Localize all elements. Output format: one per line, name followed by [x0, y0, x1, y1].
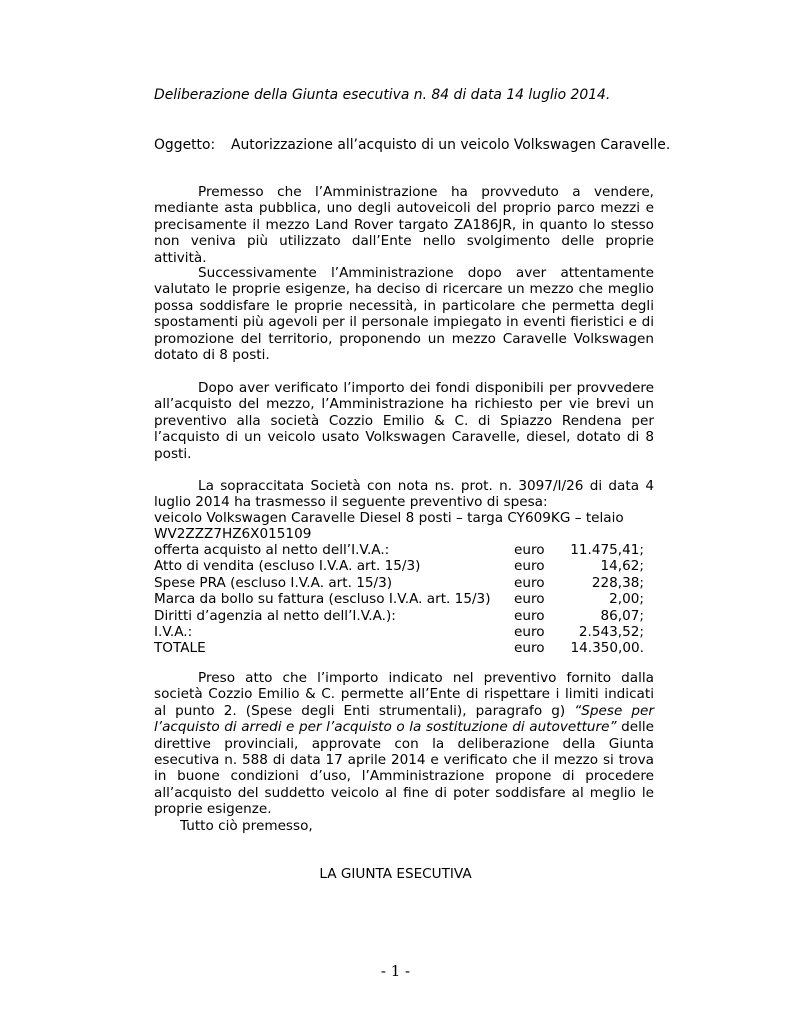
section-heading: LA GIUNTA ESECUTIVA — [319, 866, 472, 882]
cost-amount: 86,07; — [600, 607, 644, 624]
cost-amount: 2,00; — [609, 591, 644, 608]
cost-description: offerta acquisto al netto dell’I.V.A.: — [154, 542, 390, 558]
paragraph-premesso: Premesso che l’Amministrazione ha provveduto a vendere, mediante asta pubblica, uno degli autoveicoli del proprio parco mezzi e precisamente il mezzo Land Rover targato ZA186JR, in quanto lo stesso non veniva più utilizzato dall’Ente nello svolgimento delle proprie attività. — [154, 184, 654, 266]
cost-row — [154, 608, 654, 624]
cost-row — [154, 591, 654, 607]
cost-currency: euro — [514, 640, 545, 657]
paragraph-text: delle direttive provinciali, approvate con la deliberazione della Giunta esecutiva n. 588 di data 17 aprile 2014 e verificato che il mezzo si trova in buone condizioni d’uso, l’Amministrazione propone di procedere all’acquisto del suddetto veicolo al fine di poter soddisfare al meglio le proprie esigenze. — [154, 719, 654, 818]
cost-amount: 11.475,41; — [570, 542, 644, 558]
paragraph-successivamente: Successivamente l’Amministrazione dopo aver attentamente valutato le proprie esigenze, ha deciso di ricercare un mezzo che meglio possa soddisfare le proprie necessità, in particolare che permetta degli spostamenti più agevoli per il personale impiegato in eventi fieristici e di promozione del territorio, proponendo un mezzo Caravelle Volkswagen dotato di 8 posti. — [154, 265, 654, 364]
cost-row — [154, 542, 654, 558]
cost-amount: 228,38; — [591, 574, 644, 591]
cost-description: Diritti d’agenzia al netto dell’I.V.A.): — [154, 607, 396, 624]
cost-currency: euro — [514, 607, 545, 624]
cost-row — [154, 575, 654, 591]
cost-amount: 14.350,00. — [570, 640, 644, 657]
cost-currency: euro — [514, 558, 545, 575]
cost-currency: euro — [514, 623, 545, 640]
document-title: Deliberazione della Giunta esecutiva n. 84 di data 14 luglio 2014. — [154, 87, 611, 103]
cost-description: TOTALE — [154, 640, 206, 657]
cost-row — [154, 624, 654, 640]
cost-row-total — [154, 640, 654, 656]
paragraph-preso-atto — [154, 670, 654, 818]
page-number: - 1 - — [380, 962, 411, 980]
cost-description: I.V.A.: — [154, 623, 193, 640]
cost-currency: euro — [514, 574, 545, 591]
vehicle-description — [154, 510, 654, 543]
cost-currency: euro — [514, 591, 545, 608]
vehicle-chassis: WV2ZZZ7HZ6X015109 — [154, 526, 312, 543]
cost-table — [154, 542, 654, 657]
cost-row — [154, 558, 654, 574]
paragraph-sopraccitata: La sopraccitata Società con nota ns. prot. n. 3097/I/26 di data 4 luglio 2014 ha trasmesso il seguente preventivo di spesa: — [154, 478, 654, 511]
cost-description: Spese PRA (escluso I.V.A. art. 15/3) — [154, 574, 393, 591]
closing-line: Tutto ciò premesso, — [180, 818, 313, 834]
cost-amount: 14,62; — [600, 558, 644, 575]
cost-currency: euro — [514, 542, 545, 558]
subject-text: Autorizzazione all’acquisto di un veicolo Volkswagen Caravelle. — [231, 137, 671, 153]
cost-description: Marca da bollo su fattura (escluso I.V.A. art. 15/3) — [154, 591, 491, 608]
cost-amount: 2.543,52; — [578, 623, 644, 640]
subject-line — [154, 137, 670, 153]
paragraph-text: Preso atto che l’importo indicato nel preventivo fornito dalla società Cozzio Emilio & C. permette all’Ente di rispettare i limiti indicati al punto 2. (Spese degli Enti strumentali), paragrafo g) — [154, 670, 654, 719]
paragraph-dopo-aver-verificato: Dopo aver verificato l’importo dei fondi disponibili per provvedere all’acquisto del mezzo, l’Amministrazione ha richiesto per vie brevi un preventivo alla società Cozzio Emilio & C. di Spiazzo Rendena per l’acquisto di un veicolo usato Volkswagen Caravelle, diesel, dotato di 8 posti. — [154, 380, 654, 462]
vehicle-line: veicolo Volkswagen Caravelle Diesel 8 posti – targa CY609KG – telaio — [154, 510, 624, 526]
subject-label: Oggetto: — [154, 137, 216, 153]
cost-description: Atto di vendita (escluso I.V.A. art. 15/3) — [154, 558, 421, 575]
quoted-directive: “Spese per l’acquisto di arredi e per l’acquisto o la sostituzione di autovetture” — [154, 702, 654, 736]
